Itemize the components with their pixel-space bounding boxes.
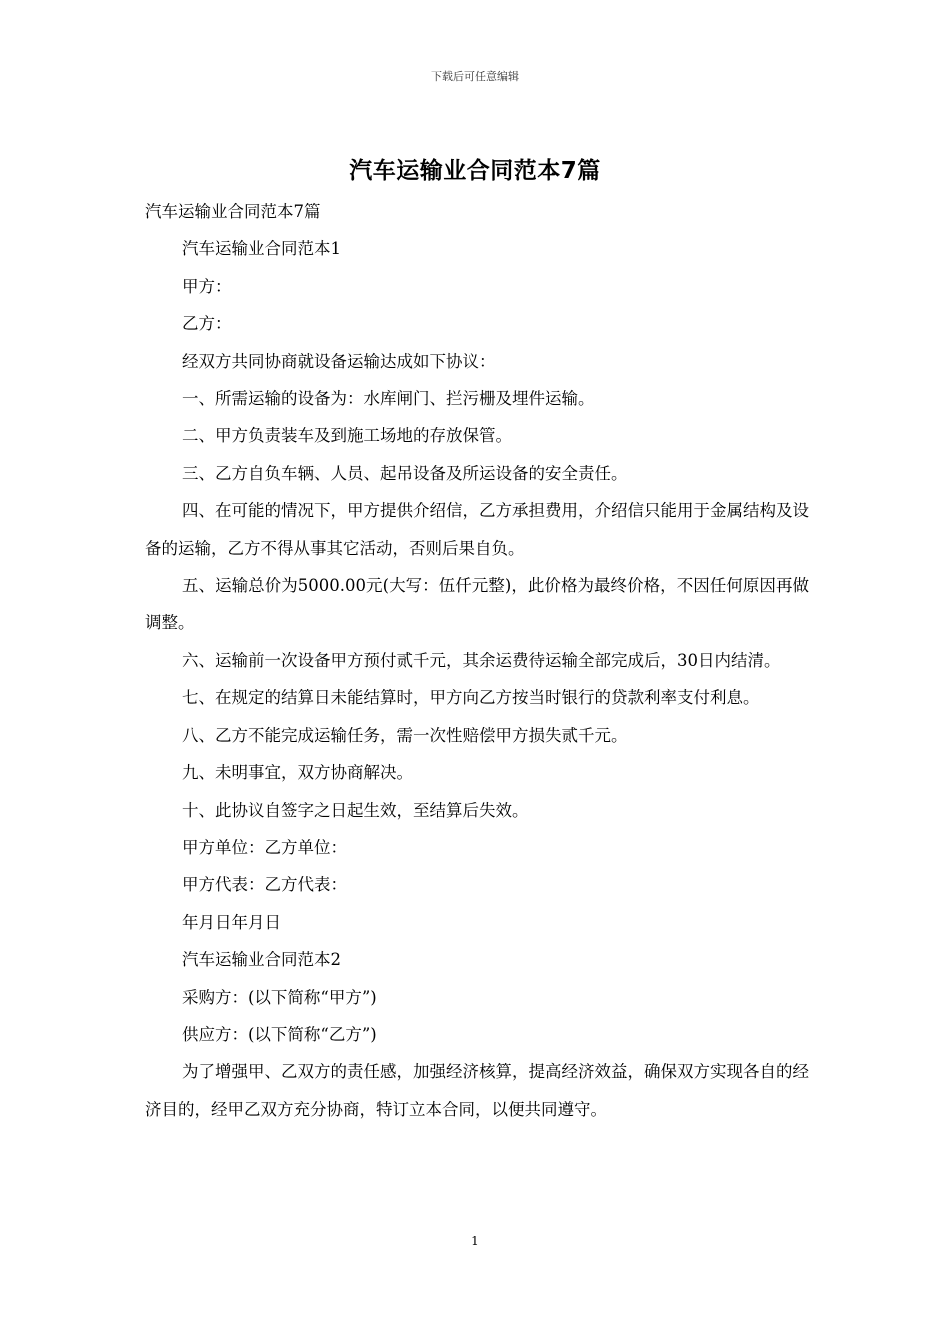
paragraph: 供应方：(以下简称“乙方”) [182,1024,377,1044]
paragraph: 十、此协议自签字之日起生效，至结算后失效。 [182,800,529,820]
paragraph: 六、运输前一次设备甲方预付贰千元，其余运费待运输全部完成后，30日内结清。 [182,650,781,670]
paragraph: 汽车运输业合同范本7篇 [145,202,321,221]
paragraph: 甲方单位：乙方单位： [182,837,347,857]
page-number: 1 [471,1234,479,1248]
paragraph: 一、所需运输的设备为：水库闸门、拦污栅及埋件运输。 [182,389,595,409]
paragraph: 甲方： [182,276,232,296]
paragraph: 九、未明事宜，双方协商解决。 [182,763,413,783]
paragraph: 汽车运输业合同范本2 [182,950,341,970]
paragraph: 采购方：(以下简称“甲方”) [182,987,377,1007]
paragraph: 二、甲方负责装车及到施工场地的存放保管。 [182,426,512,446]
paragraph: 七、在规定的结算日未能结算时，甲方向乙方按当时银行的贷款利率支付利息。 [182,688,760,708]
paragraph: 八、乙方不能完成运输任务，需一次性赔偿甲方损失贰千元。 [182,725,628,745]
paragraph: 甲方代表：乙方代表： [182,875,347,895]
paragraph: 年月日年月日 [182,912,281,932]
paragraph: 三、乙方自负车辆、人员、起吊设备及所运设备的安全责任。 [182,463,628,483]
header-note: 下载后可任意编辑 [431,70,519,83]
paragraph: 经双方共同协商就设备运输达成如下协议： [182,351,496,371]
document-body [145,193,809,1128]
paragraph: 五、运输总价为5000.00元(大写：伍仟元整)，此价格为最终价格，不因任何原因再做调整。 [145,576,809,633]
paragraph: 乙方： [182,314,232,334]
document-title: 汽车运输业合同范本7篇 [349,158,601,184]
paragraph: 四、在可能的情况下，甲方提供介绍信，乙方承担费用，介绍信只能用于金属结构及设备的运输，乙方不得从事其它活动，否则后果自负。 [145,501,809,558]
paragraph: 汽车运输业合同范本1 [182,239,341,259]
paragraph: 为了增强甲、乙双方的责任感，加强经济核算，提高经济效益，确保双方实现各自的经济目的，经甲乙双方充分协商，特订立本合同，以便共同遵守。 [145,1062,809,1119]
